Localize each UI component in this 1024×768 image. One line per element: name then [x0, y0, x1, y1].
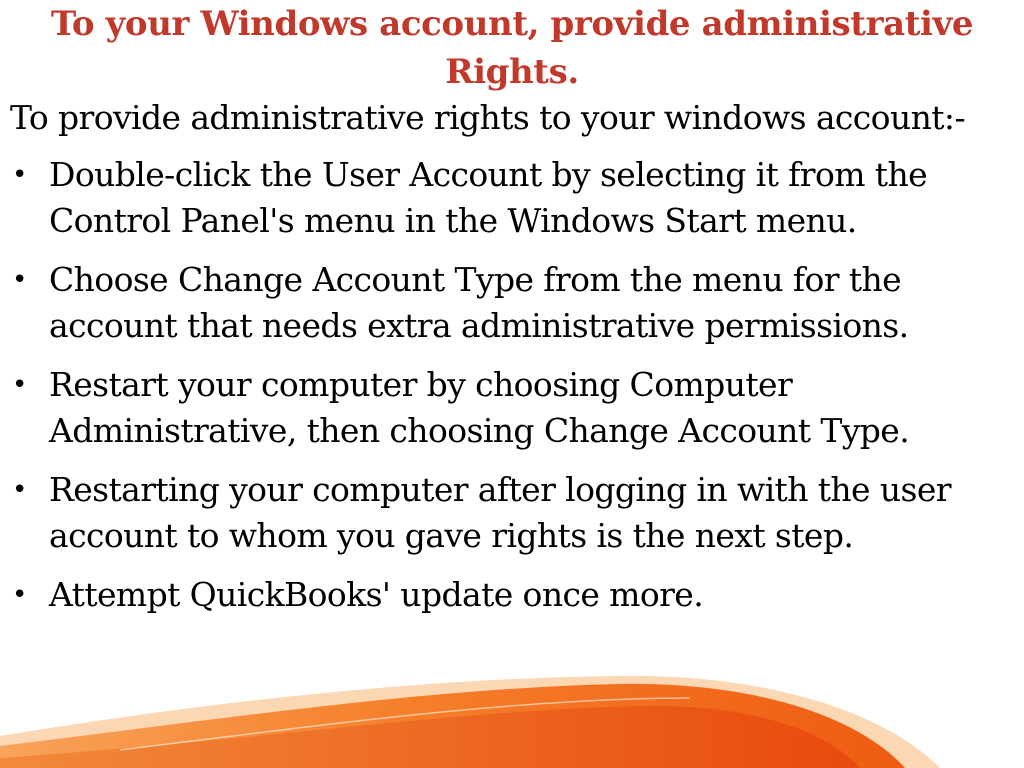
bullet-icon: • [12, 160, 27, 190]
list-item [0, 362, 1010, 454]
list-item [0, 152, 1010, 244]
bullet-icon: • [12, 475, 27, 505]
intro-text: To provide administrative rights to your windows account:- [10, 98, 965, 137]
list-item [0, 572, 1010, 618]
bullet-icon: • [12, 580, 27, 610]
bullet-icon: • [12, 265, 27, 295]
list-item-text: Restarting your computer after logging in with the user account to whom you gave rights is the next step. [49, 470, 951, 555]
bullet-icon: • [12, 370, 27, 400]
slide-title: To your Windows account, provide administrative Rights. [50, 4, 974, 92]
list-item [0, 467, 1010, 559]
decorative-wave-graphic [0, 658, 1024, 768]
list-item-text: Choose Change Account Type from the menu for the account that needs extra administrative permissions. [49, 260, 909, 345]
list-item-text: Attempt QuickBooks' update once more. [49, 575, 704, 614]
bullet-list [0, 152, 1010, 631]
list-item-text: Double-click the User Account by selecting it from the Control Panel's menu in the Windows Start menu. [49, 155, 928, 240]
list-item [0, 257, 1010, 349]
list-item-text: Restart your computer by choosing Computer Administrative, then choosing Change Account Type. [49, 365, 910, 450]
